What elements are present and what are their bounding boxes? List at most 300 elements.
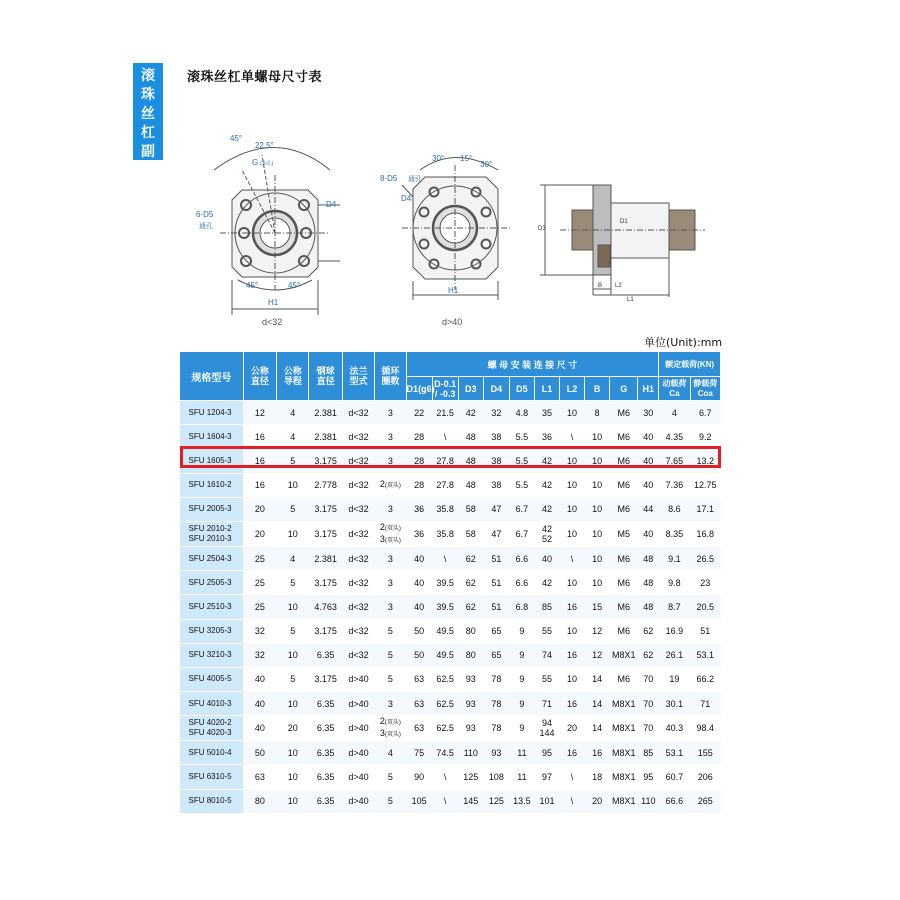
table-row [180, 521, 721, 546]
cell-g: M6 [610, 449, 638, 473]
cell-ca: 8.7 [659, 595, 690, 619]
side-tab [133, 63, 163, 160]
cell-d4: 38 [483, 425, 509, 449]
cell-d5: 9 [509, 667, 534, 691]
cell-l1: 97 [534, 765, 559, 789]
cell-d: 32 [243, 619, 276, 643]
cell-circ: 5 [375, 765, 406, 789]
technical-drawing [180, 115, 730, 330]
cell-l1: 42 [534, 571, 559, 595]
cell-g: M8X1 [610, 643, 638, 667]
cell-coa: 13.2 [690, 449, 720, 473]
cell-g: M8X1 [610, 716, 638, 741]
cell-d1: 63 [406, 667, 432, 691]
cell-d4: 32 [483, 401, 509, 425]
cell-model: SFU 4005-5 [180, 667, 244, 691]
cell-flange: d<32 [342, 401, 374, 425]
cell-ca: 7.36 [659, 473, 690, 497]
cell-l2: 16 [560, 643, 585, 667]
cell-d3: 62 [458, 595, 483, 619]
cell-b: 12 [585, 619, 610, 643]
cell-d5: 9 [509, 692, 534, 716]
cell-l1: 55 [534, 619, 559, 643]
cell-model: SFU 1604-3 [180, 425, 244, 449]
table-row [180, 789, 721, 813]
cell-d1: 75 [406, 741, 432, 765]
cell-lead: 10 [277, 473, 309, 497]
cell-ca: 60.7 [659, 765, 690, 789]
header-circuits: 循环 圈数 [375, 352, 406, 401]
cell-flange: d<32 [342, 571, 374, 595]
cell-d3: 125 [458, 765, 483, 789]
cell-g: M6 [610, 595, 638, 619]
cell-circ: 2(双头) 3(双头) [375, 716, 406, 741]
mid-d4-label: D4 [401, 194, 412, 203]
spec-table [179, 351, 721, 814]
cell-d: 16 [243, 449, 276, 473]
header-ball-diameter: 钢球 直径 [309, 352, 342, 401]
cell-d: \ [432, 765, 458, 789]
cell-d: 35.8 [432, 521, 458, 546]
cell-circ: 3 [375, 595, 406, 619]
cell-d5: 6.7 [509, 521, 534, 546]
cell-d1: 90 [406, 765, 432, 789]
cell-model: SFU 4020-2 SFU 4020-3 [180, 716, 244, 741]
cell-d4: 78 [483, 716, 509, 741]
header-ca: 动载荷 Ca [659, 377, 690, 401]
cell-l1: 42 [534, 497, 559, 521]
cell-ball: 6.35 [309, 741, 342, 765]
cell-flange: d<32 [342, 619, 374, 643]
cell-d4: 65 [483, 619, 509, 643]
cell-d: 62.5 [432, 692, 458, 716]
cell-lead: 5 [277, 497, 309, 521]
cell-d4: 78 [483, 692, 509, 716]
cell-ca: 4 [659, 401, 690, 425]
cell-d4: 108 [483, 765, 509, 789]
cell-circ: 3 [375, 497, 406, 521]
cell-d1: 105 [406, 789, 432, 813]
cell-ca: 53.1 [659, 741, 690, 765]
cell-flange: d>40 [342, 716, 374, 741]
cell-coa: 206 [690, 765, 720, 789]
cell-d5: 6.7 [509, 497, 534, 521]
table-row [180, 497, 721, 521]
cell-d5: 9 [509, 716, 534, 741]
cell-model: SFU 2005-3 [180, 497, 244, 521]
cell-d: 16 [243, 425, 276, 449]
cell-lead: 5 [277, 619, 309, 643]
cell-b: 15 [585, 595, 610, 619]
cell-l1: 94 144 [534, 716, 559, 741]
cell-d: 25 [243, 571, 276, 595]
table-row [180, 741, 721, 765]
cell-b: 10 [585, 473, 610, 497]
mid-through-label: 通孔 [408, 176, 422, 183]
cell-l2: 10 [560, 473, 585, 497]
cell-flange: d>40 [342, 667, 374, 691]
cell-d4: 125 [483, 789, 509, 813]
cell-flange: d<32 [342, 497, 374, 521]
cell-d: 49.5 [432, 619, 458, 643]
cell-g: M6 [610, 667, 638, 691]
cell-b: 20 [585, 789, 610, 813]
header-d1: D1(g6) [406, 377, 432, 401]
cell-lead: 10 [277, 692, 309, 716]
cell-lead: 5 [277, 571, 309, 595]
cell-lead: 4 [277, 401, 309, 425]
cell-l1: 42 [534, 473, 559, 497]
cell-d3: 110 [458, 741, 483, 765]
cell-d4: 93 [483, 741, 509, 765]
left-angle-label: 45° [230, 134, 243, 143]
cell-coa: 66.2 [690, 667, 720, 691]
cell-d4: 47 [483, 497, 509, 521]
cell-g: M6 [610, 401, 638, 425]
cell-g: M8X1 [610, 741, 638, 765]
cell-ball: 3.175 [309, 619, 342, 643]
cell-d: 80 [243, 789, 276, 813]
right-d1-label: D1 [620, 219, 628, 225]
header-mounting-group: 螺 母 安 装 连 接 尺 寸 [406, 352, 659, 377]
cell-d3: 93 [458, 667, 483, 691]
cell-lead: 4 [277, 425, 309, 449]
cell-ca: 40.3 [659, 716, 690, 741]
right-d3-label: D3 [538, 226, 546, 232]
cell-circ: 3 [375, 401, 406, 425]
cell-d1: 40 [406, 571, 432, 595]
cell-d5: 9 [509, 619, 534, 643]
cell-d5: 5.5 [509, 449, 534, 473]
cell-l1: 74 [534, 643, 559, 667]
cell-d: 27.8 [432, 449, 458, 473]
cell-h1: 70 [638, 716, 659, 741]
cell-l1: 85 [534, 595, 559, 619]
cell-coa: 71 [690, 692, 720, 716]
cell-h1: 40 [638, 425, 659, 449]
cell-lead: 10 [277, 521, 309, 546]
left-d4-label: D4 [326, 200, 337, 209]
cell-model: SFU 1204-3 [180, 401, 244, 425]
cell-coa: 51 [690, 619, 720, 643]
cell-d3: 48 [458, 473, 483, 497]
cell-d: 16 [243, 473, 276, 497]
cell-circ: 5 [375, 619, 406, 643]
cell-coa: 9.2 [690, 425, 720, 449]
cell-ball: 2.381 [309, 425, 342, 449]
cell-ball: 3.175 [309, 667, 342, 691]
table-row [180, 571, 721, 595]
cell-b: 14 [585, 667, 610, 691]
cell-l1: 42 [534, 449, 559, 473]
header-model: 规格型号 [180, 352, 244, 401]
cell-d5: 6.6 [509, 571, 534, 595]
table-row [180, 401, 721, 425]
cell-h1: 62 [638, 643, 659, 667]
cell-coa: 53.1 [690, 643, 720, 667]
cell-d: 63 [243, 765, 276, 789]
cell-flange: d<32 [342, 546, 374, 570]
mid-d5-label: 8-D5 [380, 174, 398, 183]
cell-circ: 5 [375, 789, 406, 813]
cell-d1: 28 [406, 473, 432, 497]
cell-circ: 3 [375, 571, 406, 595]
table-row [180, 692, 721, 716]
right-l1-label: L1 [627, 297, 634, 303]
cell-d1: 40 [406, 546, 432, 570]
cell-flange: d<32 [342, 643, 374, 667]
cell-coa: 155 [690, 741, 720, 765]
cell-d: 27.8 [432, 473, 458, 497]
cell-ca: 66.6 [659, 789, 690, 813]
cell-b: 12 [585, 643, 610, 667]
cell-l2: 10 [560, 401, 585, 425]
right-oil-fitting [598, 245, 610, 267]
cell-g: M6 [610, 473, 638, 497]
right-b-label: B [598, 283, 603, 289]
cell-d: \ [432, 425, 458, 449]
cell-l2: 20 [560, 716, 585, 741]
cell-flange: d>40 [342, 741, 374, 765]
cell-d5: 4.8 [509, 401, 534, 425]
cell-d: 25 [243, 546, 276, 570]
cell-l2: 10 [560, 571, 585, 595]
cell-h1: 85 [638, 741, 659, 765]
right-l2-label: L2 [615, 283, 622, 289]
cell-b: 10 [585, 425, 610, 449]
cell-h1: 30 [638, 401, 659, 425]
cell-d: 32 [243, 643, 276, 667]
cell-l2: 10 [560, 449, 585, 473]
cell-h1: 48 [638, 595, 659, 619]
cell-flange: d>40 [342, 692, 374, 716]
cell-d: \ [432, 546, 458, 570]
cell-d3: 48 [458, 449, 483, 473]
cell-model: SFU 1605-3 [180, 449, 244, 473]
cell-ball: 6.35 [309, 716, 342, 741]
cell-l1: 35 [534, 401, 559, 425]
cell-d1: 28 [406, 425, 432, 449]
table-row [180, 643, 721, 667]
cell-circ: 3 [375, 449, 406, 473]
cell-d4: 38 [483, 473, 509, 497]
cell-l1: 55 [534, 667, 559, 691]
left-d5-label: 6-D5 [196, 210, 214, 219]
cell-b: 14 [585, 716, 610, 741]
cell-d4: 51 [483, 546, 509, 570]
table-row [180, 716, 721, 741]
cell-d5: 13.5 [509, 789, 534, 813]
cell-d1: 36 [406, 521, 432, 546]
cell-circ: 3 [375, 546, 406, 570]
cell-ca: 4.35 [659, 425, 690, 449]
header-l1: L1 [534, 377, 559, 401]
cell-d5: 6.6 [509, 546, 534, 570]
cell-b: 8 [585, 401, 610, 425]
cell-ca: 9.8 [659, 571, 690, 595]
cell-l2: 16 [560, 692, 585, 716]
cell-d3: 48 [458, 425, 483, 449]
cell-d: 40 [243, 716, 276, 741]
cell-lead: 10 [277, 643, 309, 667]
cell-d3: 93 [458, 692, 483, 716]
cell-ball: 6.35 [309, 643, 342, 667]
cell-ca: 16.9 [659, 619, 690, 643]
side-tab-char: 副 [141, 144, 155, 160]
cell-b: 18 [585, 765, 610, 789]
side-tab-char: 滚 [141, 68, 155, 84]
header-d3: D3 [458, 377, 483, 401]
cell-l2: 10 [560, 497, 585, 521]
cell-ball: 4.763 [309, 595, 342, 619]
cell-lead: 20 [277, 716, 309, 741]
cell-model: SFU 2010-2 SFU 2010-3 [180, 521, 244, 546]
cell-ca: 19 [659, 667, 690, 691]
cell-d3: 145 [458, 789, 483, 813]
cell-l2: \ [560, 546, 585, 570]
cell-d1: 28 [406, 449, 432, 473]
left-through-label: 通孔 [199, 223, 213, 230]
cell-lead: 4 [277, 546, 309, 570]
cell-g: M5 [610, 521, 638, 546]
left-45a-label: 45° [246, 281, 259, 290]
cell-coa: 98.4 [690, 716, 720, 741]
cell-model: SFU 2510-3 [180, 595, 244, 619]
cell-g: M6 [610, 619, 638, 643]
cell-coa: 23 [690, 571, 720, 595]
cell-lead: 5 [277, 667, 309, 691]
cell-l1: 40 [534, 546, 559, 570]
cell-coa: 12.75 [690, 473, 720, 497]
cell-d1: 40 [406, 595, 432, 619]
cell-d1: 63 [406, 692, 432, 716]
left-g-label: G [252, 158, 259, 167]
cell-d: 49.5 [432, 643, 458, 667]
cell-ball: 3.175 [309, 521, 342, 546]
header-d4: D4 [483, 377, 509, 401]
cell-d3: 62 [458, 571, 483, 595]
cell-b: 16 [585, 741, 610, 765]
cell-ca: 7.65 [659, 449, 690, 473]
cell-d: 50 [243, 741, 276, 765]
cell-model: SFU 3205-3 [180, 619, 244, 643]
cell-h1: 70 [638, 692, 659, 716]
cell-h1: 40 [638, 473, 659, 497]
cell-g: M8X1 [610, 692, 638, 716]
cell-d: \ [432, 789, 458, 813]
cell-ball: 2.778 [309, 473, 342, 497]
cell-l1: 36 [534, 425, 559, 449]
cell-model: SFU 3210-3 [180, 643, 244, 667]
header-d: D-0.1 / -0.3 [432, 377, 458, 401]
header-coa: 静载荷 Coa [690, 377, 720, 401]
cell-model: SFU 1610-2 [180, 473, 244, 497]
cell-l2: 10 [560, 667, 585, 691]
cell-b: 10 [585, 571, 610, 595]
cell-coa: 265 [690, 789, 720, 813]
cell-ball: 6.35 [309, 765, 342, 789]
cell-model: SFU 5010-4 [180, 741, 244, 765]
cell-ball: 3.175 [309, 571, 342, 595]
cell-ca: 26.1 [659, 643, 690, 667]
cell-h1: 44 [638, 497, 659, 521]
header-flange-type: 法兰 型式 [342, 352, 374, 401]
cell-d4: 51 [483, 571, 509, 595]
cell-l1: 101 [534, 789, 559, 813]
cell-ca: 9.1 [659, 546, 690, 570]
cell-d3: 62 [458, 546, 483, 570]
cell-h1: 48 [638, 571, 659, 595]
cell-coa: 17.1 [690, 497, 720, 521]
cell-lead: 10 [277, 765, 309, 789]
cell-b: 14 [585, 692, 610, 716]
cell-d3: 42 [458, 401, 483, 425]
header-nominal-diameter: 公称 直径 [243, 352, 276, 401]
cell-d4: 47 [483, 521, 509, 546]
left-caption: d<32 [262, 317, 283, 327]
header-d5: D5 [509, 377, 534, 401]
cell-ball: 6.35 [309, 789, 342, 813]
cell-d1: 50 [406, 643, 432, 667]
cell-model: SFU 2505-3 [180, 571, 244, 595]
cell-d: 40 [243, 692, 276, 716]
cell-circ: 2(双头) 3(双头) [375, 521, 406, 546]
cell-l2: \ [560, 789, 585, 813]
cell-coa: 6.7 [690, 401, 720, 425]
cell-circ: 3 [375, 692, 406, 716]
side-tab-char: 丝 [141, 106, 155, 122]
cell-lead: 10 [277, 595, 309, 619]
left-h1-label: H1 [268, 298, 279, 307]
cell-circ: 2(双头) [375, 473, 406, 497]
cell-model: SFU 2504-3 [180, 546, 244, 570]
cell-d5: 6.8 [509, 595, 534, 619]
cell-d5: 9 [509, 643, 534, 667]
left-angle-small-label: 22.5° [255, 141, 274, 150]
table-row [180, 619, 721, 643]
left-g-sub-label: (油孔) [260, 161, 274, 167]
cell-ca: 8.6 [659, 497, 690, 521]
cell-g: M8X1 [610, 765, 638, 789]
cell-d3: 93 [458, 716, 483, 741]
cell-model: SFU 6310-5 [180, 765, 244, 789]
cell-d: 25 [243, 595, 276, 619]
cell-d: 39.5 [432, 595, 458, 619]
cell-circ: 5 [375, 667, 406, 691]
header-h1: H1 [638, 377, 659, 401]
table-header [180, 352, 721, 401]
header-load-group: 额定载荷(KN) [659, 352, 721, 377]
cell-h1: 40 [638, 521, 659, 546]
cell-l2: 10 [560, 619, 585, 643]
cell-coa: 16.8 [690, 521, 720, 546]
cell-flange: d<32 [342, 425, 374, 449]
cell-d3: 80 [458, 643, 483, 667]
table-row [180, 473, 721, 497]
cell-h1: 62 [638, 619, 659, 643]
cell-flange: d<32 [342, 449, 374, 473]
cell-flange: d>40 [342, 765, 374, 789]
cell-circ: 5 [375, 643, 406, 667]
cell-coa: 26.5 [690, 546, 720, 570]
table-row [180, 546, 721, 570]
cell-h1: 70 [638, 667, 659, 691]
side-tab-char: 珠 [141, 87, 155, 103]
cell-l2: 10 [560, 521, 585, 546]
cell-d: 74.5 [432, 741, 458, 765]
cell-g: M6 [610, 571, 638, 595]
middle-caption: d>40 [442, 317, 463, 327]
